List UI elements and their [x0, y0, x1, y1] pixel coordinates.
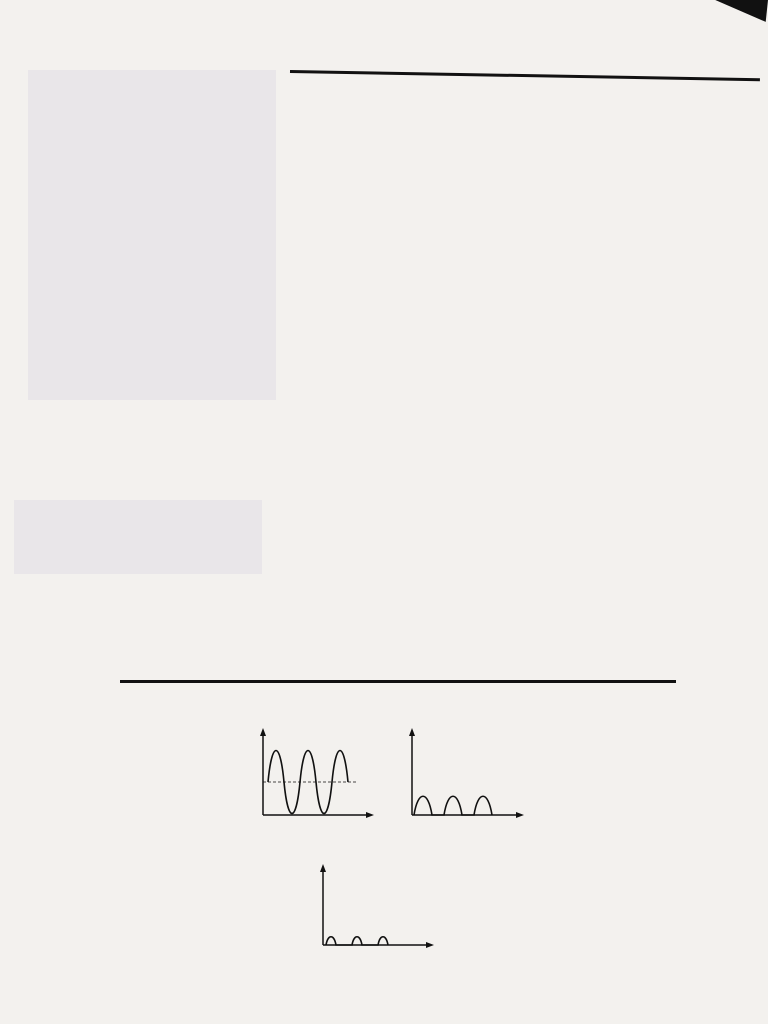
- arrow-head: [516, 812, 524, 818]
- section-rule: [290, 70, 760, 81]
- good-to-know-sidebar-2: [14, 500, 262, 574]
- page-corner-shadow: [696, 0, 768, 22]
- panel-a: [0, 700, 374, 818]
- panel-c: [0, 700, 434, 948]
- figure-12-1-diagram: [0, 700, 768, 980]
- good-to-know-sidebar-1: [28, 70, 276, 400]
- figure-rule: [120, 680, 676, 683]
- class-b-waveform: [414, 796, 492, 815]
- panel-b: [0, 700, 524, 818]
- arrow-head: [366, 812, 374, 818]
- arrow-head: [320, 864, 326, 872]
- arrow-head: [426, 942, 434, 948]
- arrow-head: [409, 728, 415, 736]
- class-c-waveform: [326, 937, 388, 945]
- arrow-head: [260, 728, 266, 736]
